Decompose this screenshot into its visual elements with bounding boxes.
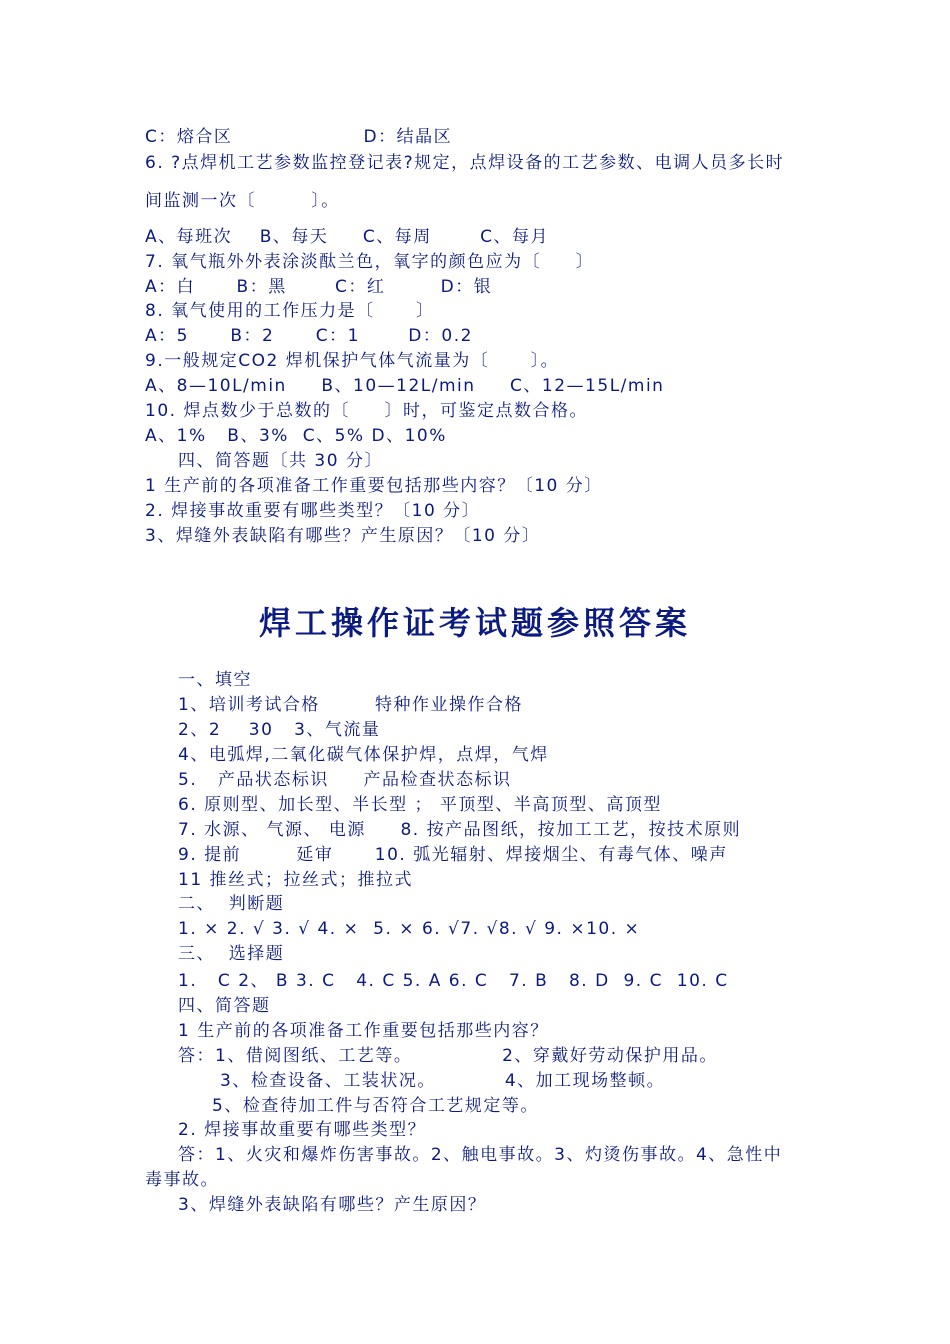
short-answer-1-question: 1 生产前的各项准备工作重要包括那些内容？	[178, 1021, 549, 1041]
short-answer-1-answer-line1: 答：1、借阅图纸、工艺等。 2、穿戴好劳动保护用品。	[178, 1046, 718, 1066]
q6-options: A、每班次 B、每天 C、每周 C、每月	[145, 227, 549, 247]
short-answer-1-answer-line2: 3、检查设备、工装状况。 4、加工现场整顿。	[220, 1071, 666, 1091]
q7-options: A：白 B：黑 C：红 D：银	[145, 277, 493, 297]
short-answer-3: 3、焊缝外表缺陷有哪些？产生原因？〔10 分〕	[145, 526, 541, 546]
q9-options: A、8—10L/min B、10—12L/min C、12—15L/min	[145, 376, 665, 396]
answer-11: 11 推丝式；拉丝式；推拉式	[178, 870, 414, 890]
answer-key-title: 焊工操作证考试题参照答案	[258, 604, 691, 642]
answer-4: 4、电弧焊,二氧化碳气体保护焊，点焊，气焊	[178, 745, 549, 765]
q5-options-cd: C：熔合区 D：结晶区	[145, 127, 453, 147]
short-answer-1: 1 生产前的各项准备工作重要包括那些内容？〔10 分〕	[145, 476, 603, 496]
judgement-answers: 1. × 2. √ 3. √ 4. × 5. × 6. √7. √8. √ 9. ×10. ×	[178, 919, 641, 939]
q6-line1: 6. ?点焊机工艺参数监控登记表?规定，点焊设备的工艺参数、电调人员多长时	[145, 153, 785, 173]
q9: 9.一般规定CO2 焊机保护气体气流量为〔 〕。	[145, 351, 560, 371]
short-answer-2-answer-line1: 答：1、火灾和爆炸伤害事故。2、触电事故。3、灼烫伤事故。4、急性中	[178, 1145, 783, 1165]
answer-9: 9. 提前 延审 10. 弧光辐射、焊接烟尘、有毒气体、噪声	[178, 845, 728, 865]
fill-blank-heading: 一、填空	[178, 670, 252, 690]
short-answer-heading: 四、简答题	[178, 996, 271, 1016]
q8-options: A：5 B：2 C：1 D：0.2	[145, 326, 473, 346]
q10: 10. 焊点数少于总数的〔 〕时，可鉴定点数合格。	[145, 401, 588, 421]
q6-line2: 间监测一次〔 〕。	[145, 191, 340, 211]
q8: 8. 氧气使用的工作压力是〔 〕	[145, 301, 435, 321]
answer-5: 5. 产品状态标识 产品检查状态标识	[178, 770, 512, 790]
short-answer-1-answer-line3: 5、检查待加工件与否符合工艺规定等。	[212, 1096, 539, 1116]
section4-heading: 四、简答题〔共 30 分〕	[178, 451, 383, 471]
q10-options: A、1% B、3% C、5% D、10%	[145, 426, 447, 446]
answer-7: 7. 水源、 气源、 电源 8. 按产品图纸，按加工工艺，按技术原则	[178, 820, 742, 840]
short-answer-2-answer-line2: 毒事故。	[145, 1170, 219, 1190]
choice-heading: 三、 选择题	[178, 944, 285, 964]
answer-2: 2、2 30 3、气流量	[178, 720, 381, 740]
short-answer-2-question: 2. 焊接事故重要有哪些类型？	[178, 1120, 427, 1140]
short-answer-3-question: 3、焊缝外表缺陷有哪些？产生原因？	[178, 1195, 487, 1215]
short-answer-2: 2. 焊接事故重要有哪些类型？〔10 分〕	[145, 501, 481, 521]
answer-1: 1、培训考试合格 特种作业操作合格	[178, 695, 524, 715]
q7: 7. 氧气瓶外外表涂淡酞兰色，氧字的颜色应为〔 〕	[145, 252, 595, 272]
choice-answers: 1. C 2、 B 3. C 4. C 5. A 6. C 7. B 8. D 9. C 10. C	[178, 971, 729, 991]
judgement-heading: 二、 判断题	[178, 894, 285, 914]
answer-6: 6. 原则型、加长型、半长型 ； 平顶型、半高顶型、高顶型	[178, 795, 662, 815]
